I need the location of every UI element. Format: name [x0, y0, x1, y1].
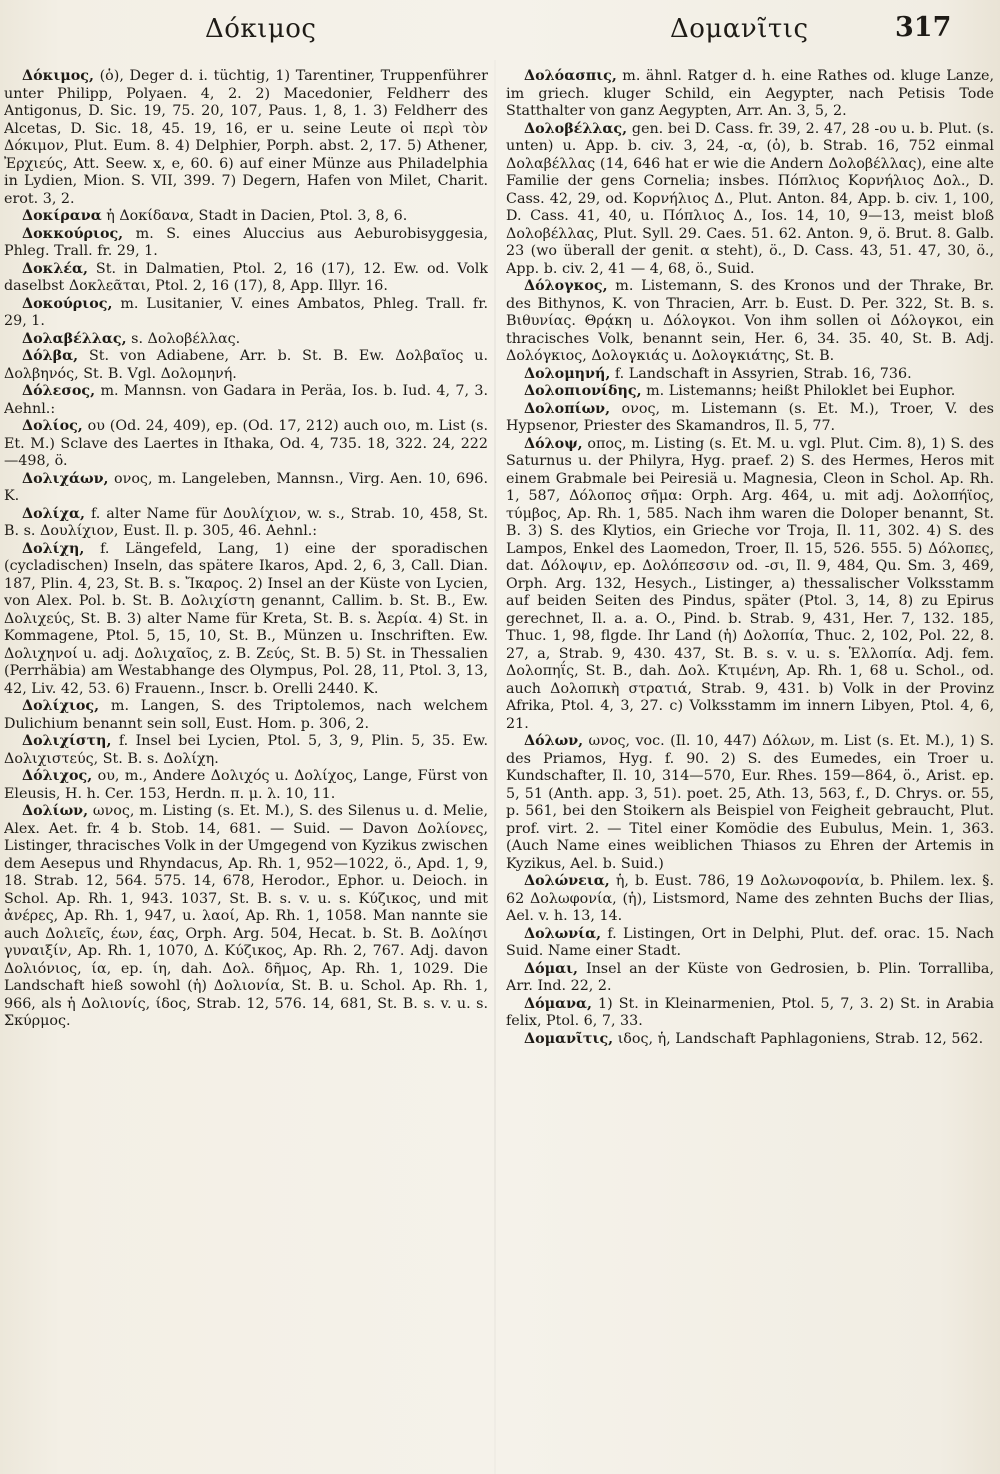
- dictionary-entry: [4, 471, 488, 506]
- dictionary-entry: [506, 383, 994, 401]
- entry-text: ονος, m. Listemann (s. Et. M.), Troer, V. des Hypsenor, Priester des Skamandros, Il. 5, 77.: [506, 400, 994, 434]
- entry-lemma: Δολίων,: [22, 803, 89, 819]
- entry-lemma: Δολομηνή,: [524, 365, 611, 382]
- entry-lemma: Δοκλέα,: [22, 260, 89, 277]
- entry-text: m. Lusitanier, V. eines Ambatos, Phleg. Trall. fr. 29, 1.: [4, 295, 488, 329]
- entry-text: m. ähnl. Ratger d. h. eine Rathes od. kluge Lanze, im griech. kluger Schild, ein Aegypter, nach Petisis Tode Statthalter von ganz Aegypten, Arr. An. 3, 5, 2.: [506, 68, 994, 119]
- entry-text: m. Listemanns; heißt Philoklet bei Euphor.: [641, 383, 956, 399]
- dictionary-entry: [4, 803, 488, 1031]
- entry-lemma: Δολίχη,: [22, 540, 85, 557]
- dictionary-entry: [506, 926, 994, 961]
- entry-text: ονος, m. Langeleben, Mannsn., Virg. Aen. 10, 696. K.: [4, 470, 488, 504]
- dictionary-entry: [506, 873, 994, 926]
- entry-lemma: Δολοπιονίδης,: [524, 383, 642, 399]
- entry-text: f. Landschaft in Assyrien, Strab. 16, 736.: [610, 365, 912, 382]
- dictionary-entry: [4, 418, 488, 471]
- entry-text: gen. bei D. Cass. fr. 39, 2. 47, 28 -ου u. b. Plut. (s. unten) u. App. b. civ. 3, 24, -α, (ὁ), b. Strab. 16, 752 einmal Δολαβέλλας (14, 646 hat er wie die Andern Δολοβέλλας), eine alte Familie der gens Cornelia; insbes. Πόπλιος Κορνήλιος Δολ., D. Cass. 42, 29, od. Κορνήλιος Δ., Plut. Anton. 84, App. b. civ. 1, 100, D. Cass. 41, 40, u. Πόπλιος Δ., Ios. 14, 10, 9—13, meist bloß Δολοβέλλας, Plut. Syll. 29. Caes. 51. 62. Anton. 9, ö. Brut. 8. Galb. 23 (wo überall der genit. α steht), ö., D. Cass. 43, 51. 47, 30, ö., App. b. civ. 2, 41 — 4, 68, ö., Suid.: [506, 120, 994, 277]
- dictionary-entry: [4, 541, 488, 699]
- entry-text: ου (Od. 24, 409), ep. (Od. 17, 212) auch οιο, m. List (s. Et. M.) Sclave des Laertes in Ithaka, Od. 4, 735. 18, 322. 24, 222—498, ö.: [4, 418, 488, 469]
- entry-text: ωνος, voc. (Il. 10, 447) Δόλων, m. List (s. Et. M.), 1) S. des Priamos, Hyg. f. 90. 2) S. des Eumedes, ein Troer u. Kundschafter, Il. 10, 314—570, Eur. Rhes. 159—864, ö., Arist. ep. 5, 51 (Anth. app. 3, 51). poet. 25, Ath. 13, 563, f., D. Chrys. or. 55, p. 561, bei den Stoikern als Beispiel von Feigheit gebraucht, Plut. prof. virt. 2. — Titel einer Komödie des Eubulus, Mein. 1, 363. (Auch Name eines weiblichen Thiasos zu Ehren der Artemis in Kyzikus, Ael. b. Suid.): [506, 733, 994, 872]
- dictionary-entry: [4, 208, 488, 226]
- entry-lemma: Δολωνία,: [524, 925, 602, 942]
- dictionary-entry: [506, 436, 994, 734]
- dictionary-entry: [506, 401, 994, 436]
- entry-lemma: Δολώνεια,: [524, 873, 610, 889]
- entry-text: ου, m., Andere Δολιχός u. Δολίχος, Lange, Fürst von Eleusis, H. h. Cer. 153, Herdn. π. μ. λ. 10, 11.: [4, 768, 488, 802]
- entry-text: s. Δολοβέλλας.: [126, 330, 241, 347]
- entry-lemma: Δόλοψ,: [524, 435, 583, 452]
- entry-lemma: Δολαβέλλας,: [22, 330, 127, 347]
- dictionary-entry: [4, 733, 488, 768]
- entry-lemma: Δολιχάων,: [22, 470, 109, 487]
- entry-lemma: Δομανῖτις,: [524, 1030, 614, 1047]
- entry-lemma: Δολοπίων,: [524, 400, 611, 417]
- entry-lemma: Δοκκούριος,: [22, 225, 124, 242]
- entry-lemma: Δολίος,: [22, 418, 83, 434]
- entry-lemma: Δοκούριος,: [22, 295, 113, 312]
- entry-lemma: Δολοβέλλας,: [524, 120, 628, 137]
- running-head-left: Δόκιμος: [205, 14, 317, 44]
- entry-lemma: Δόλεσος,: [22, 383, 96, 399]
- entry-text: m. Mannsn. von Gadara in Peräa, Ios. b. Iud. 4, 7, 3. Aehnl.:: [4, 383, 488, 417]
- dictionary-entry: [4, 261, 488, 296]
- entry-text: οπος, m. Listing (s. Et. M. u. vgl. Plut. Cim. 8), 1) S. des Saturnus u. der Philyra, Hyg. praef. 2) S. des Hermes, Heros mit einem Grabmale bei Peiresiä u. Magnesia, Cleon in Schol. Ap. Rh. 1, 587, Δόλοπος σῆμα: Orph. Arg. 464, u. mit adj. Δολοπήϊος, τύμβος, Ap. Rh. 1, 585. Nach ihm waren die Doloper benannt, St. B. 3) S. des Klytios, ein Grieche vor Troja, Il. 11, 302. 4) S. des Lampos, Enkel des Laomedon, Troer, Il. 15, 526. 555. 5) Δόλοπες, dat. Δόλοψιν, ep. Δολόπεσσιν od. -σι, Il. 9, 484, Qu. Sm. 3, 469, Orph. Arg. 132, Hesych., Listinger, a) thessalischer Volksstamm auf beiden Seiten des Pindus, später (Ptol. 3, 14, 8) zu Epirus gerechnet, Il. a. a. O., Pind. b. Strab. 9, 431, Her. 7, 132. 185, Thuc. 1, 98, flgde. Ihr Land (ἡ) Δολοπία, Thuc. 2, 102, Pol. 22, 8. 27, a, Strab. 9, 430. 437, St. B. s. v. u. s. Ἑλλοπία. Adj. fem. Δολοπηΐς, St. B., dah. Δολ. Κτιμένη, Ap. Rh. 1, 68 u. Schol., od. auch Δολοπικὴ στρατιά, Strab. 9, 431. b) Volk in der Provinz Afrika, Ptol. 4, 3, 27. c) Volksstamm im innern Libyen, Ptol. 4, 6, 21.: [506, 435, 994, 732]
- dictionary-entry: [506, 366, 994, 384]
- entry-text: (ὁ), Deger d. i. tüchtig, 1) Tarentiner, Truppenführer unter Philipp, Polyaen. 4, 2. 2) Macedonier, Feldherr des Antigonus, D. Sic. 19, 75. 20, 107, Paus. 1, 8, 1. 3) Feldherr des Alcetas, D. Sic. 18, 45. 19, 16, er u. seine Leute οἱ περὶ τὸν Δόκιμον, Plut. Eum. 8. 4) Delphier, Porph. abst. 2, 17. 5) Athener, Ἐρχιεύς, Att. Seew. x, e, 60. 6) auf einer Münze aus Philadelphia in Lydien, Mion. S. VII, 399. 7) Degern, Hafen von Milet, Charit. erot. 3, 2.: [4, 68, 488, 207]
- dictionary-entry: [506, 1031, 994, 1049]
- entry-lemma: Δόλογκος,: [524, 278, 608, 294]
- dictionary-entry: [4, 383, 488, 418]
- entry-lemma: Δοκίρανα: [22, 208, 102, 224]
- left-column: [4, 68, 488, 1458]
- entry-text: m. Listemann, S. des Kronos und der Thrake, Br. des Bithynos, K. von Thracien, Arr. b. Eust. D. Per. 322, St. B. s. Βιθυνίας. Θρᾴκη u. Δόλογκοι. Von ihm sollen οἱ Δόλογκοι, ein thracisches Volk, benannt sein, Her. 6, 34. 35. 40, St. B. Adj. Δολόγκιος, Δολογκιάς u. Δολογκιάτης, St. B.: [506, 278, 994, 364]
- dictionary-entry: [4, 768, 488, 803]
- entry-text: 1) St. in Kleinarmenien, Ptol. 5, 7, 3. 2) St. in Arabia felix, Ptol. 6, 7, 33.: [506, 995, 994, 1029]
- entry-text: Insel an der Küste von Gedrosien, b. Plin. Torralliba, Arr. Ind. 22, 2.: [506, 960, 994, 994]
- entry-lemma: Δόλιχος,: [22, 768, 93, 784]
- entry-text: ἡ, b. Eust. 786, 19 Δολωνοφονία, b. Philem. lex. §. 62 Δολωφονία, (ἡ), Listsmord, Name des zehnten Buchs der Ilias, Ael. v. h. 13, 14.: [506, 873, 994, 924]
- dictionary-entry: [4, 68, 488, 208]
- dictionary-entry: [4, 331, 488, 349]
- entry-text: m. Langen, S. des Triptolemos, nach welchem Dulichium benannt sein soll, Eust. Hom. p. 306, 2.: [4, 698, 488, 732]
- dictionary-entry: [506, 121, 994, 279]
- entry-text: m. S. eines Aluccius aus Aeburobisyggesia, Phleg. Trall. fr. 29, 1.: [4, 225, 488, 259]
- entry-text: ἡ Δοκίδανα, Stadt in Dacien, Ptol. 3, 8, 6.: [101, 208, 408, 224]
- entry-text: f. Insel bei Lycien, Ptol. 5, 3, 9, Plin. 5, 35. Ew. Δολιχιστεύς, St. B. s. Δολίχη.: [4, 733, 488, 767]
- entry-lemma: Δόλβα,: [22, 348, 79, 364]
- dictionary-entry: [4, 296, 488, 331]
- running-head-right: Δομανῖτις: [670, 14, 809, 44]
- dictionary-entry: [4, 506, 488, 541]
- dictionary-entry: [506, 996, 994, 1031]
- entry-text: St. in Dalmatien, Ptol. 2, 16 (17), 12. Ew. od. Volk daselbst Δοκλεᾶται, Ptol. 2, 16 (17), 8, App. Illyr. 16.: [4, 260, 488, 294]
- dictionary-entry: [4, 698, 488, 733]
- entry-lemma: Δόλων,: [524, 733, 584, 749]
- entry-lemma: Δόκιμος,: [22, 68, 94, 84]
- page-number: 317: [895, 12, 952, 43]
- entry-lemma: Δολόασπις,: [524, 68, 617, 84]
- entry-text: f. Längefeld, Lang, 1) eine der sporadischen (cycladischen) Inseln, das spätere Ikaros, Apd. 2, 6, 3, Call. Dian. 187, Plin. 4, 23, St. B. s. Ἴκαρος. 2) Insel an der Küste von Lycien, von Alex. Pol. b. St. B. Δολιχίστη genannt, Callim. b. St. B., Ew. Δολιχεύς, St. B. 3) alter Name für Kreta, St. B. s. Ἀερία. 4) St. in Kommagene, Ptol. 5, 15, 10, St. B., Münzen u. Inschriften. Ew. Δολιχηνοί u. adj. Δολιχαῖος, z. B. Ζεύς, St. B. 5) St. in Thessalien (Perrhäbia) am Westabhange des Olympus, Pol. 28, 11, Ptol. 3, 13, 42, Liv. 42, 53. 6) Frauenn., Inscr. b. Orelli 2440. K.: [4, 540, 488, 697]
- entry-text: ιδος, ἡ, Landschaft Paphlagoniens, Strab. 12, 562.: [613, 1030, 984, 1047]
- dictionary-entry: [506, 68, 994, 121]
- entry-lemma: Δολίχιος,: [22, 698, 100, 714]
- right-column: [506, 68, 994, 1458]
- entry-text: ωνος, m. Listing (s. Et. M.), S. des Silenus u. d. Melie, Alex. Aet. fr. 4 b. Stob. 14, 681. — Suid. — Davon Δολίονες, Listinger, thracisches Volk in der Umgegend von Kyzikus zwischen dem Aesepus und Rhyndacus, Ap. Rh. 1, 952—1022, ö., Apd. 1, 9, 18. Strab. 12, 564. 575. 14, 678, Herodor., Ephor. u. Deioch. in Schol. Ap. Rh. 1, 943. 1037, St. B. s. v. u. s. Κύζικος, und mit ἀνέρες, Ap. Rh. 1, 947, u. λαοί, Ap. Rh. 1, 1058. Man nannte sie auch Δολιεῖς, έων, έας, Orph. Arg. 504, Hecat. b. St. B. Δολίησι γυναιξίν, Ap. Rh. 1, 1070, Δ. Κύζικος, Ap. Rh. 2, 767. Adj. davon Δολιόνιος, ία, ep. ίη, dah. Δολ. δῆμος, Ap. Rh. 1, 1029. Die Landschaft hieß sowohl (ἡ) Δολιονία, St. B. u. Schol. Ap. Rh. 1, 966, als ἡ Δολιονίς, ίδος, Strab. 12, 576. 14, 681, St. B. s. v. u. s. Σκύρμος.: [4, 803, 488, 1029]
- dictionary-entry: [506, 733, 994, 873]
- dictionary-entry: [4, 226, 488, 261]
- entry-lemma: Δόμανα,: [524, 995, 592, 1012]
- dictionary-entry: [506, 961, 994, 996]
- entry-text: f. Listingen, Ort in Delphi, Plut. def. orac. 15. Nach Suid. Name einer Stadt.: [506, 925, 994, 959]
- entry-text: St. von Adiabene, Arr. b. St. B. Ew. Δολβαῖος u. Δολβηνός, St. B. Vgl. Δολομηνή.: [4, 348, 488, 382]
- dictionary-entry: [4, 348, 488, 383]
- dictionary-entry: [506, 278, 994, 366]
- page-fold-shadow: [494, 60, 496, 1474]
- entry-text: f. alter Name für Δουλίχιον, w. s., Strab. 10, 458, St. B. s. Δουλίχιον, Eust. Il. p. 305, 46. Aehnl.:: [4, 505, 488, 539]
- entry-lemma: Δολίχα,: [22, 505, 85, 522]
- entry-lemma: Δολιχίστη,: [22, 733, 112, 749]
- entry-lemma: Δόμαι,: [524, 960, 578, 977]
